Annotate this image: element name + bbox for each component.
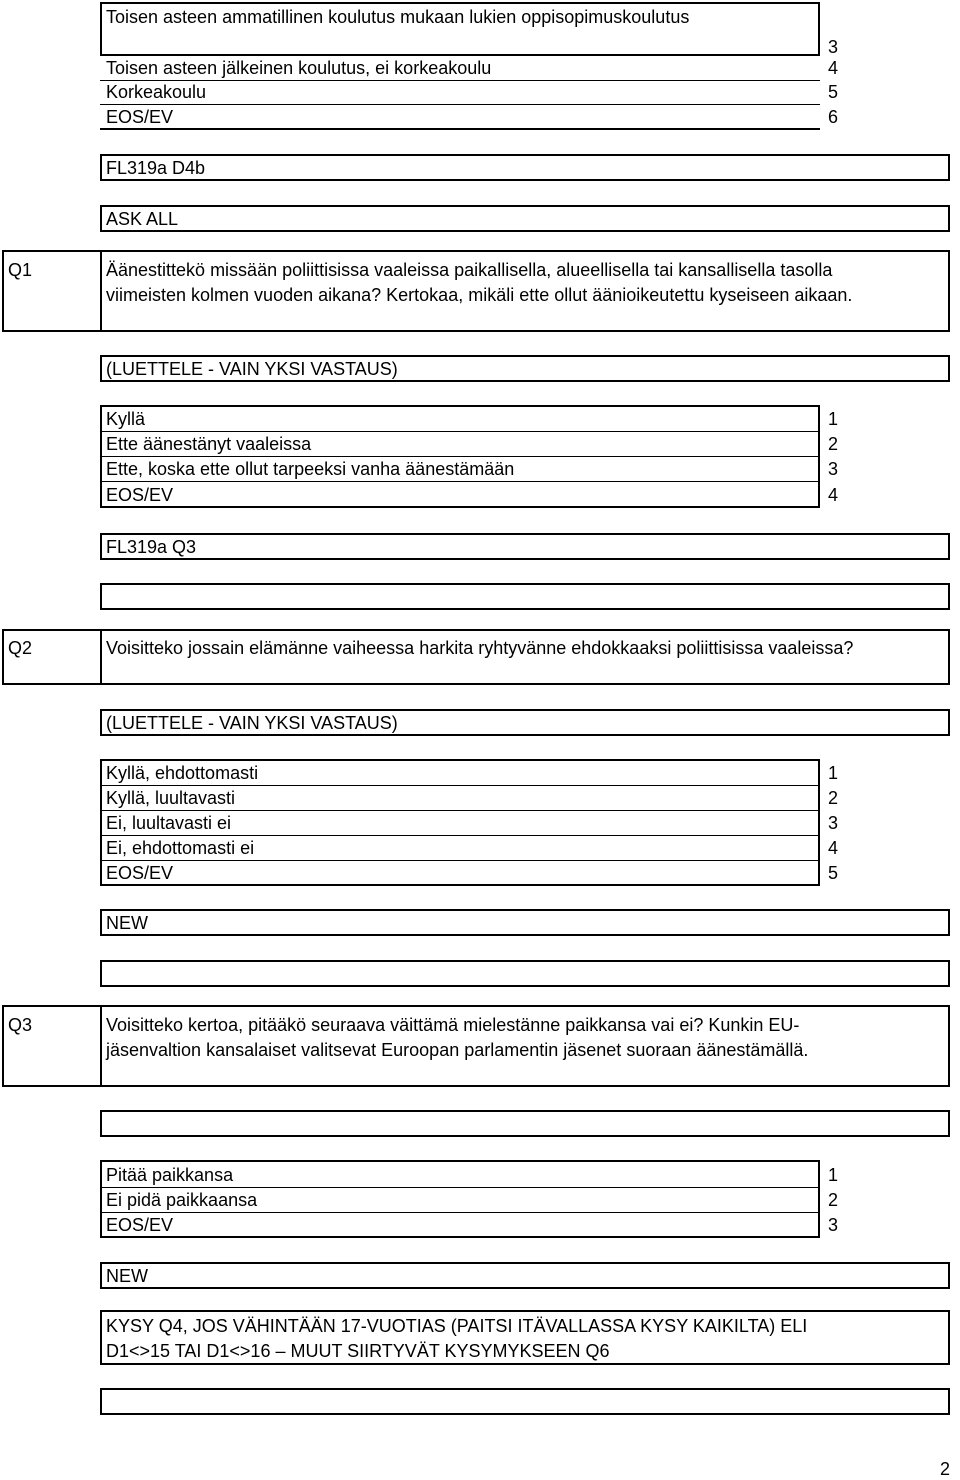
row-underline bbox=[100, 785, 820, 786]
q2-option-code: 5 bbox=[827, 863, 838, 883]
q1-option-code: 4 bbox=[827, 485, 838, 505]
q1-option-label: EOS/EV bbox=[106, 485, 174, 505]
row-underline bbox=[100, 431, 820, 432]
empty-box bbox=[100, 1110, 950, 1137]
row-underline bbox=[100, 860, 820, 861]
reference-box bbox=[100, 154, 950, 181]
empty-box bbox=[100, 960, 950, 987]
q1-option-code: 1 bbox=[827, 409, 838, 429]
q3-question-text-line2: jäsenvaltion kansalaiset valitsevat Euroopan parlamentin jäsenet suoraan äänestämällä. bbox=[106, 1040, 809, 1060]
q2-option-code: 3 bbox=[827, 813, 838, 833]
q2-option-code: 4 bbox=[827, 838, 838, 858]
question-id-divider bbox=[100, 629, 102, 685]
question-id-divider bbox=[100, 1005, 102, 1087]
q3-reference: NEW bbox=[106, 1266, 148, 1286]
q2-option-label: Kyllä, ehdottomasti bbox=[106, 763, 259, 783]
empty-box bbox=[100, 1388, 950, 1415]
education-option-label: EOS/EV bbox=[106, 107, 174, 127]
row-underline bbox=[100, 835, 820, 836]
q3-option-code: 1 bbox=[827, 1165, 838, 1185]
row-underline bbox=[100, 80, 820, 81]
q1-instruction: (LUETTELE - VAIN YKSI VASTAUS) bbox=[106, 359, 398, 379]
row-underline bbox=[100, 481, 820, 482]
q3-option-code: 2 bbox=[827, 1190, 838, 1210]
option-right-rule bbox=[818, 759, 820, 886]
empty-box bbox=[100, 583, 950, 610]
row-underline bbox=[100, 884, 820, 886]
q1-question-id: Q1 bbox=[8, 260, 33, 280]
q2-option-label: EOS/EV bbox=[106, 863, 174, 883]
q2-option-code: 2 bbox=[827, 788, 838, 808]
q2-option-code: 1 bbox=[827, 763, 838, 783]
option-right-rule bbox=[818, 1160, 820, 1237]
education-option-code: 4 bbox=[827, 58, 838, 78]
q1-option-label: Ette, koska ette ollut tarpeeksi vanha äänestämään bbox=[106, 459, 515, 479]
filter-label: ASK ALL bbox=[106, 209, 179, 229]
q2-question-text: Voisitteko jossain elämänne vaiheessa harkita ryhtyvänne ehdokkaaksi poliittisissa vaaleissa? bbox=[106, 638, 854, 658]
q2-option-label: Kyllä, luultavasti bbox=[106, 788, 236, 808]
q3-option-label: EOS/EV bbox=[106, 1215, 174, 1235]
education-option-code: 3 bbox=[827, 37, 838, 57]
option-top-rule bbox=[100, 1160, 820, 1162]
row-underline bbox=[100, 1212, 820, 1213]
q1-option-code: 2 bbox=[827, 434, 838, 454]
row-underline bbox=[100, 506, 820, 508]
q2-question-id: Q2 bbox=[8, 638, 33, 658]
q3-question-text-line1: Voisitteko kertoa, pitääkö seuraava väittämä mielestänne paikkansa vai ei? Kunkin EU- bbox=[106, 1015, 800, 1035]
q1-reference-box bbox=[100, 533, 950, 560]
education-option-code: 5 bbox=[827, 82, 838, 102]
row-underline bbox=[100, 104, 820, 105]
reference-label: FL319a D4b bbox=[106, 158, 206, 178]
education-option-label: Toisen asteen jälkeinen koulutus, ei korkeakoulu bbox=[106, 58, 492, 78]
row-underline bbox=[100, 128, 820, 130]
row-underline bbox=[100, 456, 820, 457]
option-top-rule bbox=[100, 759, 820, 761]
q3-option-label: Ei pidä paikkaansa bbox=[106, 1190, 258, 1210]
q2-option-label: Ei, luultavasti ei bbox=[106, 813, 232, 833]
education-option-code: 6 bbox=[827, 107, 838, 127]
q1-option-label: Ette äänestänyt vaaleissa bbox=[106, 434, 312, 454]
q3-question-id: Q3 bbox=[8, 1015, 33, 1035]
q2-option-label: Ei, ehdottomasti ei bbox=[106, 838, 255, 858]
q3-option-code: 3 bbox=[827, 1215, 838, 1235]
routing-note-line1: KYSY Q4, JOS VÄHINTÄÄN 17-VUOTIAS (PAITSI ITÄVALLASSA KYSY KAIKILTA) ELI bbox=[106, 1316, 808, 1336]
q2-reference-box bbox=[100, 909, 950, 936]
q1-reference: FL319a Q3 bbox=[106, 537, 197, 557]
row-underline bbox=[100, 1187, 820, 1188]
q2-instruction: (LUETTELE - VAIN YKSI VASTAUS) bbox=[106, 713, 398, 733]
question-id-divider bbox=[100, 250, 102, 332]
q1-option-code: 3 bbox=[827, 459, 838, 479]
routing-note-line2: D1<>15 TAI D1<>16 – MUUT SIIRTYVÄT KYSYMYKSEEN Q6 bbox=[106, 1341, 610, 1361]
option-left-rule bbox=[100, 1160, 102, 1237]
option-top-rule bbox=[100, 405, 820, 407]
education-option-label: Korkeakoulu bbox=[106, 82, 207, 102]
row-underline bbox=[100, 1236, 820, 1238]
filter-box bbox=[100, 205, 950, 232]
q3-option-label: Pitää paikkansa bbox=[106, 1165, 234, 1185]
row-underline bbox=[100, 810, 820, 811]
education-option-label: Toisen asteen ammatillinen koulutus mukaan lukien oppisopimuskoulutus bbox=[106, 7, 690, 27]
q1-question-text-line2: viimeisten kolmen vuoden aikana? Kertokaa, mikäli ette ollut äänioikeutettu kyseiseen aikaan. bbox=[106, 285, 853, 305]
q1-option-label: Kyllä bbox=[106, 409, 146, 429]
page-number: 2 bbox=[940, 1459, 951, 1479]
q3-reference-box bbox=[100, 1262, 950, 1289]
option-left-rule bbox=[100, 759, 102, 886]
q2-reference: NEW bbox=[106, 913, 148, 933]
q1-question-text-line1: Äänestittekö missään poliittisissa vaaleissa paikallisella, alueellisella tai kansallisella tasolla bbox=[106, 260, 833, 280]
